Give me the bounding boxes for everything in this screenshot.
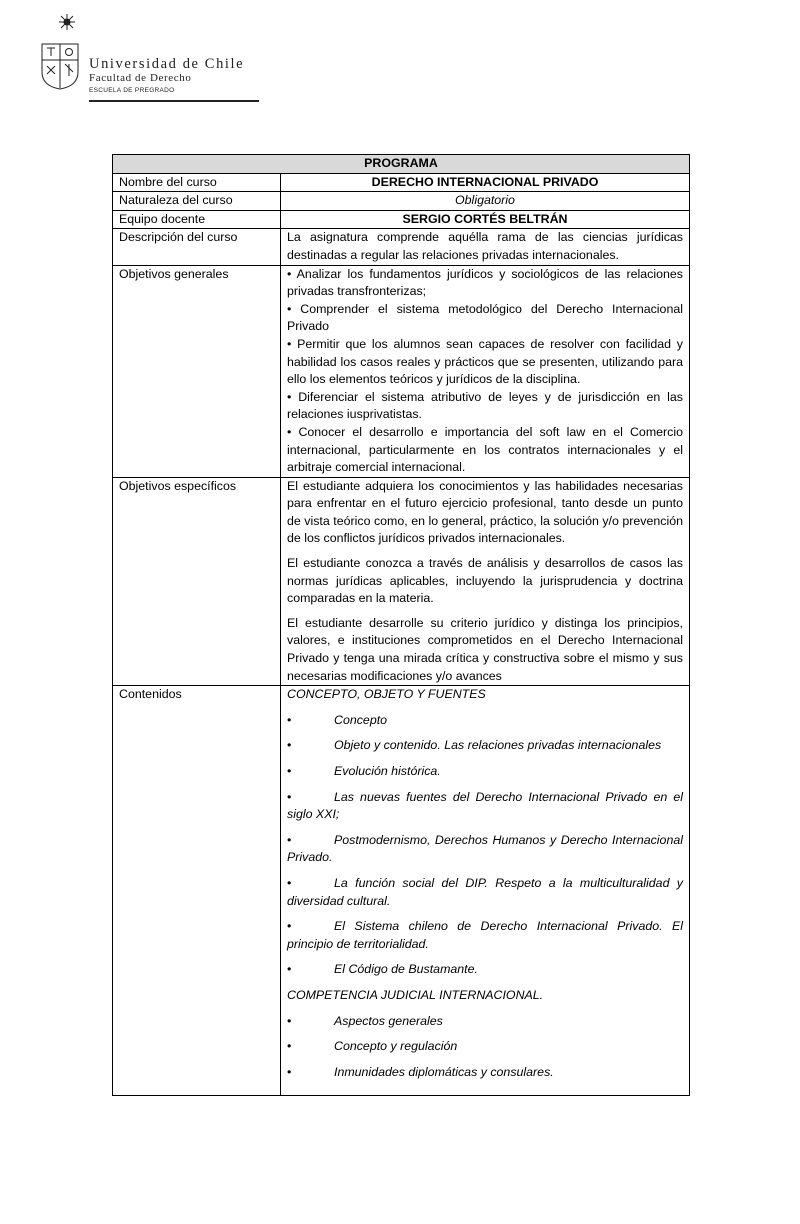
list-item: • Analizar los fundamentos jurídicos y sociológicos de las relaciones privadas transfronterizas; — [287, 266, 683, 299]
bullet-icon: • — [287, 764, 292, 778]
specific-objectives-label: Objetivos específicos — [113, 477, 281, 686]
list-item — [287, 789, 683, 824]
list-item — [287, 1064, 683, 1082]
list-item-text: Postmodernismo, Derechos Humanos y Derecho Internacional Privado. — [287, 832, 683, 865]
list-item-text: Las nuevas fuentes del Derecho Internacional Privado en el siglo XXI; — [287, 789, 683, 822]
list-item — [287, 875, 683, 910]
contents-body — [281, 686, 690, 1096]
bullet-icon: • — [287, 1013, 292, 1028]
team-label: Equipo docente — [113, 210, 281, 229]
general-objectives-row — [113, 265, 690, 477]
list-item: • Comprender el sistema metodológico del Derecho Internacional Privado — [287, 301, 683, 334]
list-item — [287, 1013, 683, 1031]
list-item — [287, 763, 683, 781]
bullet-icon: • — [287, 789, 292, 804]
contents-label: Contenidos — [113, 686, 281, 1096]
list-item-text: El Código de Bustamante. — [334, 962, 478, 977]
list-item — [287, 737, 683, 755]
general-objectives-list — [281, 265, 690, 477]
paragraph: El estudiante conozca a través de análisis y desarrollos de casos las normas jurídicas aplicables, incluyendo la jurisprudencia y doctrina comparadas en la materia. — [287, 556, 683, 606]
list-item-text: El Sistema chileno de Derecho Internacional Privado. El principio de territorialidad. — [287, 919, 683, 951]
specific-objectives-text — [281, 477, 690, 686]
title-row — [113, 155, 690, 174]
bullet-icon: • — [287, 832, 292, 847]
school-name: ESCUELA DE PREGRADO — [89, 87, 175, 94]
bullet-icon: • — [287, 1064, 292, 1079]
list-item: • Permitir que los alumnos sean capaces de resolver con facilidad y habilidad los casos reales y prácticos que se presenten, utilizando para ello los elementos teóricos y jurídicos de la disciplina. — [287, 336, 683, 387]
list-item: • Conocer el desarrollo e importancia del soft law en el Comercio internacional, particularmente en los contratos internacionales y el arbitraje comercial internacional. — [287, 424, 683, 475]
university-shield-icon — [40, 14, 80, 90]
nature-value: Obligatorio — [281, 192, 690, 211]
program-table — [112, 154, 690, 1096]
university-name: Universidad de Chile — [89, 56, 245, 72]
page-header — [40, 14, 245, 94]
description-row — [113, 229, 690, 265]
nature-label: Naturaleza del curso — [113, 192, 281, 211]
contents-row — [113, 686, 690, 1096]
list-item-text: Concepto — [334, 712, 388, 727]
list-item — [287, 712, 683, 730]
bullet-icon: • — [287, 712, 292, 727]
list-item: • Diferenciar el sistema atributivo de leyes y de jurisdicción en las relaciones iusprivatistas. — [287, 389, 683, 422]
program-title: PROGRAMA — [113, 155, 690, 174]
list-item-text: Objeto y contenido. Las relaciones privadas internacionales — [334, 738, 662, 753]
list-item-text: La función social del DIP. Respeto a la multiculturalidad y diversidad cultural. — [287, 875, 683, 908]
list-item-text: Concepto y regulación — [334, 1039, 458, 1054]
general-objectives-label: Objetivos generales — [113, 265, 281, 477]
list-item-text: Inmunidades diplomáticas y consulares. — [334, 1064, 554, 1079]
list-item — [287, 961, 683, 979]
contents-list — [287, 1013, 683, 1082]
contents-section-heading: COMPETENCIA JUDICIAL INTERNACIONAL. — [287, 987, 544, 1002]
faculty-name: Facultad de Derecho — [89, 72, 192, 84]
description-label: Descripción del curso — [113, 229, 281, 265]
list-item — [287, 832, 683, 867]
paragraph: El estudiante desarrolle su criterio jurídico y distinga los principios, valores, e instituciones comprometidos en el Derecho Internacional Privado y tenga una mirada crítica y constructiva sobre el mismo y sus necesarias modificaciones y/o avances — [287, 615, 683, 683]
list-item-text: Evolución histórica. — [334, 764, 441, 778]
course-name-label: Nombre del curso — [113, 173, 281, 192]
paragraph: El estudiante adquiera los conocimientos y las habilidades necesarias para enfrentar en el futuro ejercicio profesional, tanto desde un punto de vista teórico como, en lo general, práctico, la solución y/o prevención de los conflictos jurídicos privados internacionales. — [287, 478, 683, 546]
bullet-icon: • — [287, 875, 292, 890]
course-name-row — [113, 173, 690, 192]
bullet-icon: • — [287, 919, 292, 934]
list-item — [287, 918, 683, 953]
list-item — [287, 1038, 683, 1056]
header-divider — [89, 100, 259, 102]
contents-section-heading: CONCEPTO, OBJETO Y FUENTES — [287, 687, 486, 702]
team-value: SERGIO CORTÉS BELTRÁN — [281, 210, 690, 229]
team-row — [113, 210, 690, 229]
course-name-value: DERECHO INTERNACIONAL PRIVADO — [281, 173, 690, 192]
bullet-icon: • — [287, 738, 292, 753]
description-value: La asignatura comprende aquélla rama de las ciencias jurídicas destinadas a regular las relaciones privadas internacionales. — [281, 229, 690, 265]
specific-objectives-row — [113, 477, 690, 686]
bullet-icon: • — [287, 962, 292, 977]
bullet-icon: • — [287, 1039, 292, 1054]
nature-row — [113, 192, 690, 211]
list-item-text: Aspectos generales — [334, 1013, 443, 1028]
contents-list — [287, 712, 683, 979]
